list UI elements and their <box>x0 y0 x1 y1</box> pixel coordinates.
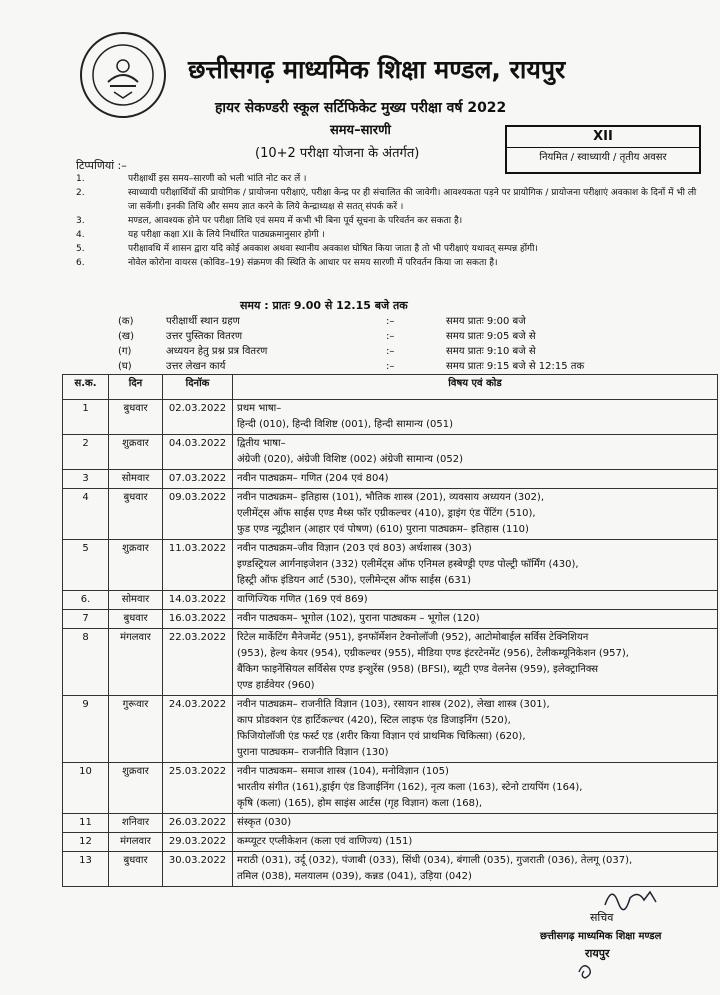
exam-timing-heading: समय : प्रातः 9.00 से 12.15 बजे तक <box>240 299 408 312</box>
notes-title: टिप्पणियां :– <box>76 159 127 172</box>
subject-line: भारतीय संगीत (161),ड्राईग एंड डिजाईनिंग (162), नृत्य कला (163), स्टेनो टायपिंग (164), <box>237 782 583 793</box>
row-date: 25.03.2022 <box>163 763 233 814</box>
exam-schedule-table <box>62 374 718 887</box>
table-header-row <box>63 375 718 400</box>
row-date: 29.03.2022 <box>163 833 233 852</box>
board-title: छत्तीसगढ़ माध्यमिक शिक्षा मण्डल, रायपुर <box>188 55 566 84</box>
table-row <box>63 470 718 489</box>
scheme-heading: (10+2 परीक्षा योजना के अंतर्गत) <box>255 146 420 161</box>
row-date: 30.03.2022 <box>163 852 233 887</box>
table-row <box>63 833 718 852</box>
exam-step: (ग) अध्ययन हेतु प्रश्न प्रत्र वितरण :– समय प्रातः 9:10 बजे से <box>118 346 536 357</box>
row-day: शुक्रवार <box>109 435 163 470</box>
row-day: शुक्रवार <box>109 540 163 591</box>
row-day: बुधवार <box>109 610 163 629</box>
row-date: 02.03.2022 <box>163 400 233 435</box>
row-date: 07.03.2022 <box>163 470 233 489</box>
row-serial: 7 <box>63 610 109 629</box>
row-subjects <box>233 435 718 470</box>
footer-org: छत्तीसगढ़ माध्यमिक शिक्षा मण्डल <box>540 931 662 942</box>
exam-steps <box>118 314 584 374</box>
initial-mark <box>575 960 597 982</box>
subject-line: पुराना पाठ्यकम– राजनीति विज्ञान (130) <box>237 747 389 758</box>
row-serial: 13 <box>63 852 109 887</box>
exam-step: (क) परीक्षार्थी स्थान ग्रहण :– समय प्रातः 9:00 बजे <box>118 316 526 327</box>
subject-line: नवीन पाठ्यक्रम– इतिहास (101), भौतिक शास्त्र (201), व्यवसाय अध्ययन (302), <box>237 492 545 503</box>
subject-line: द्वितीय भाषा– <box>237 438 286 449</box>
exam-step: (ख) उत्तर पुस्तिका वितरण :– समय प्रातः 9:05 बजे से <box>118 331 536 342</box>
row-serial: 9 <box>63 696 109 763</box>
subject-line: काप प्रोडक्शन एंड हार्टिकल्चर (420), स्टिल लाइफ एंड डिजाइनिंग (520), <box>237 715 511 726</box>
subject-line: अंग्रेजी (020), अंग्रेजी विशिष्ट (002) अंग्रेजी सामान्य (052) <box>237 454 464 465</box>
subject-line: फुड एण्ड न्यूट्रीशन (आहार एवं पोषण) (610) पुराना पाठ्यक्रम– इतिहास (110) <box>237 524 529 535</box>
row-serial: 3 <box>63 470 109 489</box>
row-date: 11.03.2022 <box>163 540 233 591</box>
row-date: 04.03.2022 <box>163 435 233 470</box>
table-row <box>63 435 718 470</box>
subject-line: नवीन पाठ्यकम– भूगोल (102), पुराना पाठ्यकम – भूगोल (120) <box>237 613 480 624</box>
row-serial: 6. <box>63 591 109 610</box>
timetable-heading: समय–सारणी <box>330 123 391 138</box>
class-label: XII <box>507 127 699 148</box>
row-serial: 2 <box>63 435 109 470</box>
row-subjects <box>233 833 718 852</box>
col-subject: विषय एवं कोड <box>233 375 718 400</box>
subject-line: एण्ड हार्डवेयर (960) <box>237 680 315 691</box>
exam-step: (घ) उत्तर लेखन कार्य :– समय प्रातः 9:15 बजे से 12:15 तक <box>118 361 585 372</box>
row-date: 24.03.2022 <box>163 696 233 763</box>
subject-line: (953), हेल्थ केयर (954), एग्रीकल्चर (955), मीडिया एण्ड इंटरटेनमेंट (956), टेलीकम्यूनिकेशन (957), <box>237 648 629 659</box>
row-subjects <box>233 400 718 435</box>
table-row <box>63 591 718 610</box>
subject-line: कृषि (कला) (165), होम साइंस आर्टस (गृह विज्ञान) कला (168), <box>237 798 483 809</box>
row-subjects <box>233 814 718 833</box>
board-seal-logo <box>78 30 168 120</box>
row-day: सोमवार <box>109 591 163 610</box>
row-serial: 10 <box>63 763 109 814</box>
row-subjects <box>233 540 718 591</box>
note-item: 5. परीक्षावधि में शासन द्वारा यदि कोई अवकाश अथवा स्थानीय अवकाश घोषित किया जाता है तो भी परीक्षाएं यथावत् सम्पन्न होंगी। <box>76 244 538 254</box>
table-row <box>63 540 718 591</box>
table-row <box>63 400 718 435</box>
table-row <box>63 696 718 763</box>
row-date: 22.03.2022 <box>163 629 233 696</box>
row-subjects <box>233 489 718 540</box>
row-subjects <box>233 591 718 610</box>
row-serial: 8 <box>63 629 109 696</box>
table-row <box>63 489 718 540</box>
subject-line: रिटेल मार्केटिंग मैनेजमेंट (951), इनफॉर्मेशन टेक्नोलॉजी (952), आटोमोबाईल सर्विस टेक्निशियन <box>237 632 589 643</box>
table-row <box>63 610 718 629</box>
row-date: 26.03.2022 <box>163 814 233 833</box>
subject-line: वाणिज्यिक गणित (169 एवं 869) <box>237 594 368 605</box>
row-date: 14.03.2022 <box>163 591 233 610</box>
subject-line: फिजियोलॉजी एंड फर्स्ट एड (शरीर किया विज्ञान एवं प्राथमिक चिकित्सा) (620), <box>237 731 526 742</box>
table-row <box>63 763 718 814</box>
subject-line: एलीमेंट्स ऑफ साईस एण्ड मैथ्स फॉर एग्रीकल्चर (410), ड्राइंग एंड पेंटिंग (510), <box>237 508 536 519</box>
subject-line: तमिल (038), मलयालम (039), कन्नड (041), उड़िया (042) <box>237 871 472 882</box>
row-serial: 11 <box>63 814 109 833</box>
subject-line: मराठी (031), उर्दू (032), पंजाबी (033), सिंधी (034), बंगाली (035), गुजराती (036), तेलगू (037), <box>237 855 633 866</box>
subject-line: प्रथम भाषा– <box>237 403 282 414</box>
row-subjects <box>233 470 718 489</box>
row-subjects <box>233 763 718 814</box>
row-day: मंगलवार <box>109 833 163 852</box>
row-subjects <box>233 610 718 629</box>
row-date: 16.03.2022 <box>163 610 233 629</box>
notes-list <box>76 172 706 270</box>
row-serial: 1 <box>63 400 109 435</box>
row-day: सोमवार <box>109 470 163 489</box>
row-serial: 12 <box>63 833 109 852</box>
table-row <box>63 814 718 833</box>
row-day: शनिवार <box>109 814 163 833</box>
row-day: शुक्रवार <box>109 763 163 814</box>
col-day: दिन <box>109 375 163 400</box>
table-row <box>63 629 718 696</box>
row-subjects <box>233 696 718 763</box>
subject-line: हिस्ट्री ऑफ इंडियन आर्ट (530), एलीमेन्ट्स ऑफ साईस (631) <box>237 575 471 586</box>
note-item: 2. स्वाध्यायी परीक्षार्थियों की प्रायोगिक / प्रायोजना परीक्षाएं, परीक्षा केन्द्र पर ही संचालित की जावेगी। आवश्यकता पड़ने पर प्रायोगिक / प्रायोजना परीक्षाएं अवकाश के दिनों में भी ली जा सकेंगी। इनकी तिथि और समय ज्ञात करने के लिये केन्द्राध्यक्ष से सतत् संपर्क करें । <box>76 188 697 212</box>
col-serial: स.क. <box>63 375 109 400</box>
subject-line: नवीन पाठ्यक्रम– गणित (204 एवं 804) <box>237 473 389 484</box>
class-box <box>505 125 701 174</box>
row-subjects <box>233 629 718 696</box>
note-item: 3. मण्डल, आवश्यक होने पर परीक्षा तिथि एवं समय में कभी भी बिना पूर्व सूचना के परिवर्तन कर सकता है। <box>76 216 463 226</box>
subject-line: संस्कृत (030) <box>237 817 292 828</box>
subject-line: इण्डस्ट्रियल आर्गनाइजेशन (332) एलीमेंट्स ऑफ एनिमल हस्बेण्ड्री एण्ड पोल्ट्री फॉर्मिंग (430), <box>237 559 579 570</box>
subject-line: हिन्दी (010), हिन्दी विशिष्ट (001), हिन्दी सामान्य (051) <box>237 419 453 430</box>
row-day: मंगलवार <box>109 629 163 696</box>
exam-subtitle: हायर सेकण्डरी स्कूल सर्टिफिकेट मुख्य परीक्षा वर्ष 2022 <box>215 100 507 116</box>
row-day: गुरूवार <box>109 696 163 763</box>
secretary-label: सचिव <box>590 911 614 924</box>
row-serial: 4 <box>63 489 109 540</box>
note-item: 1. परीक्षार्थी इस समय–सारणी को भली भांति नोट कर लें । <box>76 174 307 184</box>
row-day: बुधवार <box>109 400 163 435</box>
col-date: दिनॉक <box>163 375 233 400</box>
row-date: 09.03.2022 <box>163 489 233 540</box>
subject-line: बैंकिग फाइनेंसियल सर्विसेस एण्ड इन्शुरेंस (958) (BFSI), ब्यूटी एण्ड वेलनेस (959), इलेक्ट्रानिक्स <box>237 664 599 675</box>
subject-line: कम्प्यूटर एप्लीकेशन (कला एवं वाणिज्य) (151) <box>237 836 413 847</box>
row-day: बुधवार <box>109 489 163 540</box>
row-day: बुधवार <box>109 852 163 887</box>
candidate-types: नियमित / स्वाध्यायी / तृतीय अवसर <box>539 152 667 163</box>
subject-line: नवीन पाठ्यक्रम–जीव विज्ञान (203 एवं 803) अर्थशास्त्र (303) <box>237 543 472 554</box>
note-item: 4. यह परीक्षा कक्षा XII के लिये निर्धारित पाठ्यक्रमानुसार होगी । <box>76 230 325 240</box>
note-item: 6. नोवेल कोरोना वायरस (कोविड–19) संक्रमण की स्थिति के आधार पर समय सारणी में परिवर्तन किया जा सकता है। <box>76 258 498 268</box>
footer-city: रायपुर <box>585 947 610 960</box>
subject-line: नवीन पाठ्यकम– समाज शास्त्र (104), मनोविज्ञान (105) <box>237 766 449 777</box>
subject-line: नवीन पाठ्यक्रम– राजनीति विज्ञान (103), रसायन शास्त्र (202), लेखा शास्त्र (301), <box>237 699 550 710</box>
row-serial: 5 <box>63 540 109 591</box>
